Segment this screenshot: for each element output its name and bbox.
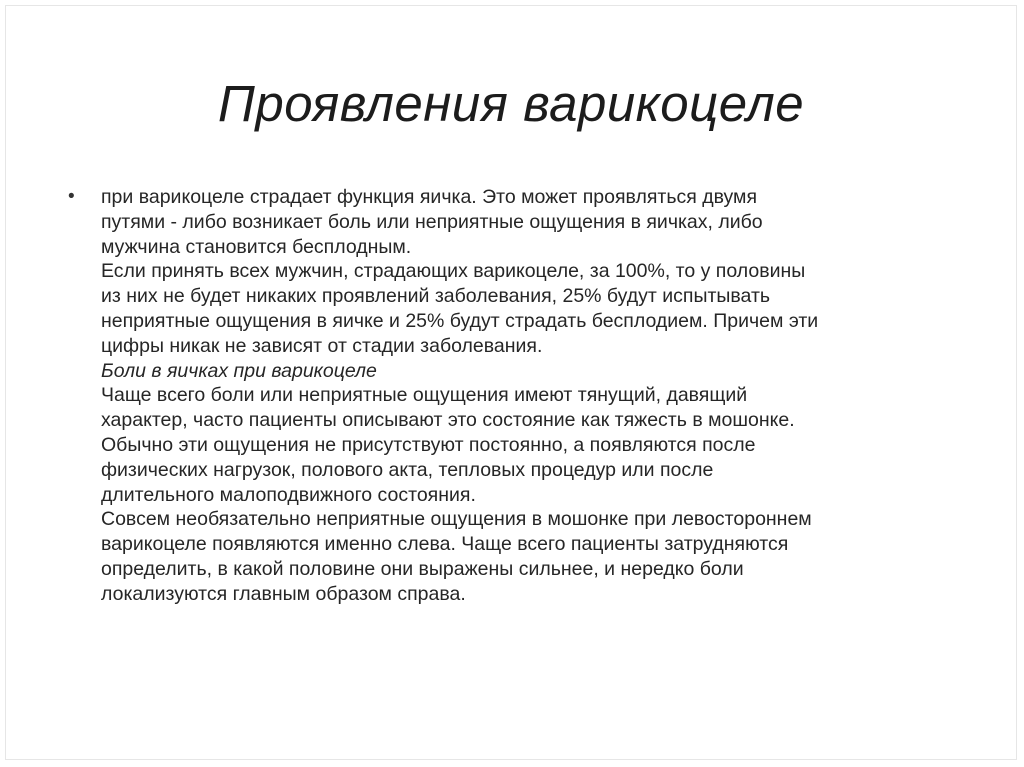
text-line: Если принять всех мужчин, страдающих варикоцеле, за 100%, то у половины (101, 260, 806, 283)
text-line: длительного малоподвижного состояния. (101, 483, 476, 506)
text-line: определить, в какой половине они выражены сильнее, и нередко боли (101, 557, 744, 580)
text-line: Чаще всего боли или неприятные ощущения имеют тянущий, давящий (101, 384, 748, 407)
bullet-marker: • (68, 186, 75, 207)
text-line: путями - либо возникает боль или неприятные ощущения в яичках, либо (101, 210, 763, 233)
text-line: варикоцеле появляются именно слева. Чаще всего пациенты затрудняются (101, 533, 789, 556)
text-line: мужчина становится бесплодным. (101, 235, 412, 258)
subheading-line: Боли в яичках при варикоцеле (101, 359, 377, 382)
text-line: Совсем необязательно неприятные ощущения в мошонке при левостороннем (101, 508, 812, 531)
text-line: неприятные ощущения в яичке и 25% будут страдать бесплодием. Причем эти (101, 309, 819, 332)
text-line: локализуются главным образом справа. (101, 582, 466, 605)
text-line: цифры никак не зависят от стадии заболевания. (101, 334, 543, 357)
text-line: физических нагрузок, полового акта, тепловых процедур или после (101, 458, 714, 481)
slide-title: Проявления варикоцеле (217, 75, 805, 132)
bullet-text (101, 185, 981, 607)
text-line: Обычно эти ощущения не присутствуют постоянно, а появляются после (101, 433, 756, 456)
text-line: из них не будет никаких проявлений заболевания, 25% будут испытывать (101, 285, 771, 308)
text-line: при варикоцеле страдает функция яичка. Это может проявляться двумя (101, 186, 758, 208)
text-line: характер, часто пациенты описывают это состояние как тяжесть в мошонке. (101, 409, 795, 432)
slide (5, 5, 1017, 760)
